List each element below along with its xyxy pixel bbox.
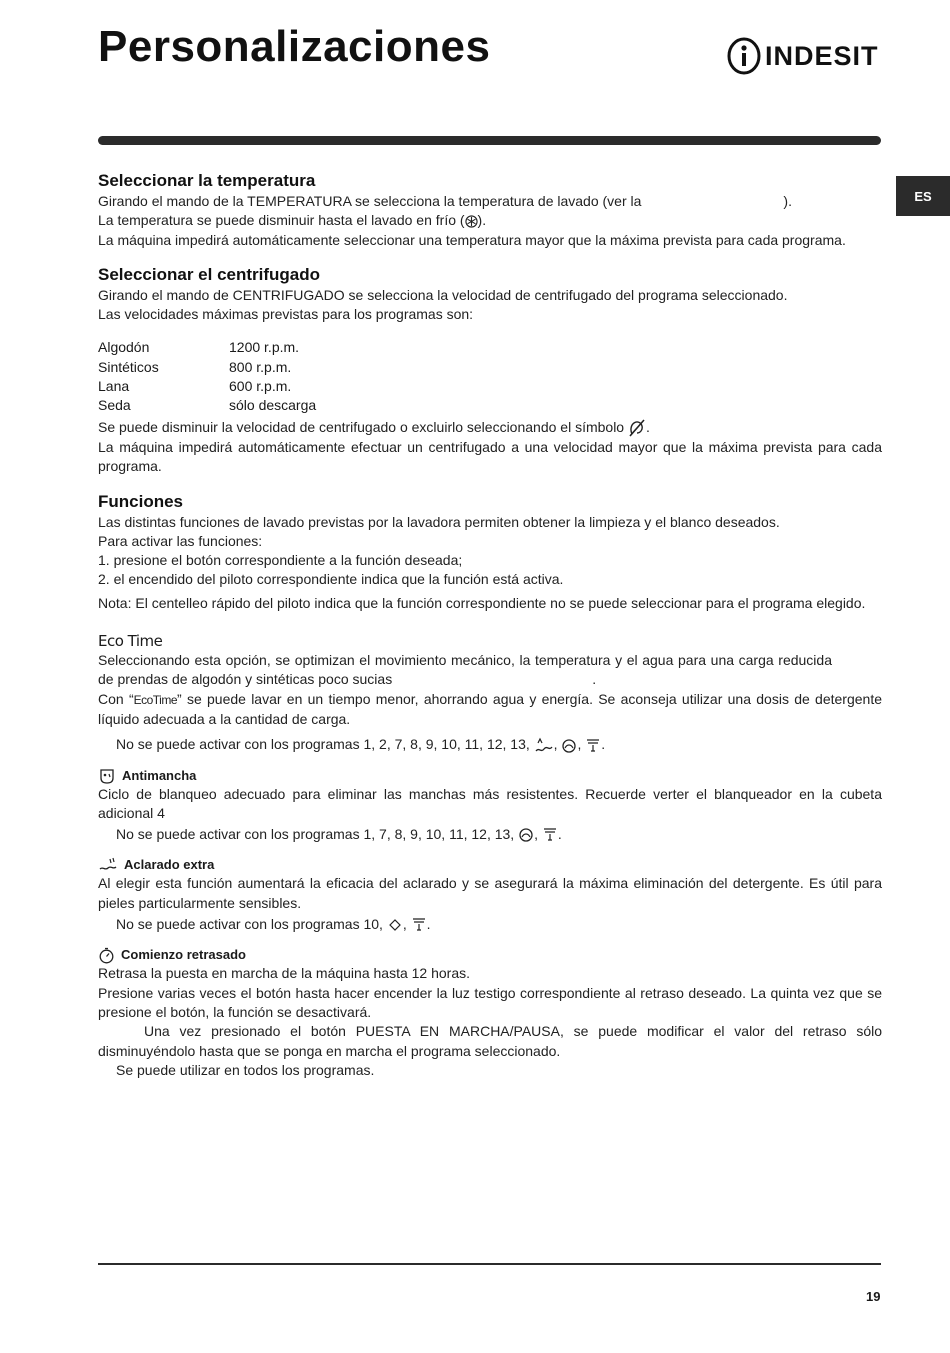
top-divider: [98, 136, 881, 145]
paragraph: Girando el mando de CENTRIFUGADO se selecciona la velocidad de centrifugado del programa seleccionado.: [98, 286, 788, 303]
delicate-icon: [518, 827, 534, 843]
section-functions: [98, 491, 882, 613]
paragraph: Ciclo de blanqueo adecuado para eliminar las manchas más resistentes. Recuerde verter el blanqueador en la cubeta adicional 4: [98, 785, 882, 821]
table-row: Lana 600 r.p.m.: [98, 378, 292, 395]
quick-wash-icon: [387, 917, 403, 933]
function-heading: Eco Time: [98, 632, 163, 651]
brand-name: INDESIT: [765, 40, 879, 71]
paragraph: Las distintas funciones de lavado previstas por la lavadora permiten obtener la limpieza y el blanco deseados.: [98, 513, 780, 530]
note: No se puede activar con los programas 1, 2, 7, 8, 9, 10, 11, 12, 13, , , .: [98, 735, 882, 754]
timer-icon: [98, 947, 115, 964]
extra-rinse-icon: [98, 857, 118, 873]
paragraph: Se puede disminuir la velocidad de centrifugado o excluirlo seleccionando el símbolo .: [98, 418, 882, 438]
page-number: 19: [866, 1289, 881, 1304]
function-antimancha: [98, 767, 882, 845]
bottom-divider: [98, 1263, 881, 1265]
table-row: Sintéticos 800 r.p.m.: [98, 358, 292, 375]
paragraph: Seleccionando esta opción, se optimizan el movimiento mecánico, la temperatura y el agua para una carga reducida de prendas de algodón y sintéticas poco sucias .: [98, 652, 832, 688]
list-item: 2. el encendido del piloto correspondiente indica que la función está activa.: [98, 571, 564, 588]
function-heading: Comienzo retrasado: [98, 946, 882, 964]
silk-icon: [585, 737, 601, 755]
page-title: Personalizaciones: [98, 22, 491, 71]
section-spin: [98, 264, 882, 477]
paragraph: Retrasa la puesta en marcha de la máquina hasta 12 horas.: [98, 965, 471, 982]
paragraph: La máquina impedirá automáticamente seleccionar una temperatura mayor que la máxima prevista para cada programa.: [98, 231, 846, 248]
section-heading: Funciones: [98, 491, 184, 511]
paragraph: Una vez presionado el botón PUESTA EN MARCHA/PAUSA, se puede modificar el valor del retraso sólo disminuyéndolo hasta que se ponga en marcha el programa seleccionado.: [98, 1023, 882, 1059]
snowflake-icon: [465, 215, 478, 228]
table-row: Seda sólo descarga: [98, 397, 317, 414]
section-heading: Seleccionar el centrifugado: [98, 264, 321, 284]
paragraph: Al elegir esta función aumentará la eficacia del aclarado y se asegurará la máxima eliminación del detergente. Es útil para pieles particularmente sensibles.: [98, 875, 882, 911]
no-spin-icon: [628, 418, 646, 438]
speed-table: [98, 338, 882, 415]
paragraph: La temperatura se puede disminuir hasta el lavado en frío ( ).: [98, 212, 487, 229]
function-ecotime: [98, 631, 882, 754]
stain-icon: [98, 767, 116, 785]
function-aclarado: [98, 856, 882, 934]
function-retrasado: [98, 946, 882, 1080]
paragraph: Presione varias veces el botón hasta hacer encender la luz testigo correspondiente al retraso deseado. La quinta vez que se presione el botón, la función se desactivará.: [98, 984, 882, 1020]
paragraph: La máquina impedirá automáticamente efectuar un centrifugado a una velocidad mayor que la máxima prevista para cada programa.: [98, 438, 882, 475]
note: Nota: El centelleo rápido del piloto indica que la función correspondiente no se puede seleccionar para el programa elegido.: [98, 594, 866, 611]
table-row: Algodón 1200 r.p.m.: [98, 339, 300, 356]
language-tab: ES: [896, 176, 950, 216]
note: No se puede activar con los programas 10, , .: [98, 915, 882, 934]
brand-logo: [727, 36, 879, 76]
section-heading: Seleccionar la temperatura: [98, 171, 316, 190]
paragraph: Con “EcoTime” se puede lavar en un tiempo menor, ahorrando agua y energía. Se aconseja utilizar una dosis de detergente líquido adecuada a la cantidad de carga.: [98, 690, 882, 727]
delicate-icon: [561, 738, 577, 754]
page-content: [98, 170, 882, 1080]
wool-icon: [534, 737, 554, 755]
list-item: 1. presione el botón correspondiente a la función deseada;: [98, 552, 463, 569]
silk-icon: [542, 826, 558, 844]
note: No se puede activar con los programas 1, 7, 8, 9, 10, 11, 12, 13, , .: [98, 825, 882, 844]
paragraph: Para activar las funciones:: [98, 532, 263, 549]
section-temperature: [98, 170, 882, 250]
function-heading: Aclarado extra: [98, 856, 882, 874]
silk-icon: [411, 916, 427, 934]
note: Se puede utilizar en todos los programas.: [116, 1061, 375, 1078]
paragraph: Las velocidades máximas previstas para los programas son:: [98, 306, 474, 323]
indesit-i-icon: [727, 37, 761, 75]
paragraph: Girando el mando de la TEMPERATURA se selecciona la temperatura de lavado (ver la ).: [98, 193, 792, 209]
function-heading: Antimancha: [98, 767, 882, 785]
